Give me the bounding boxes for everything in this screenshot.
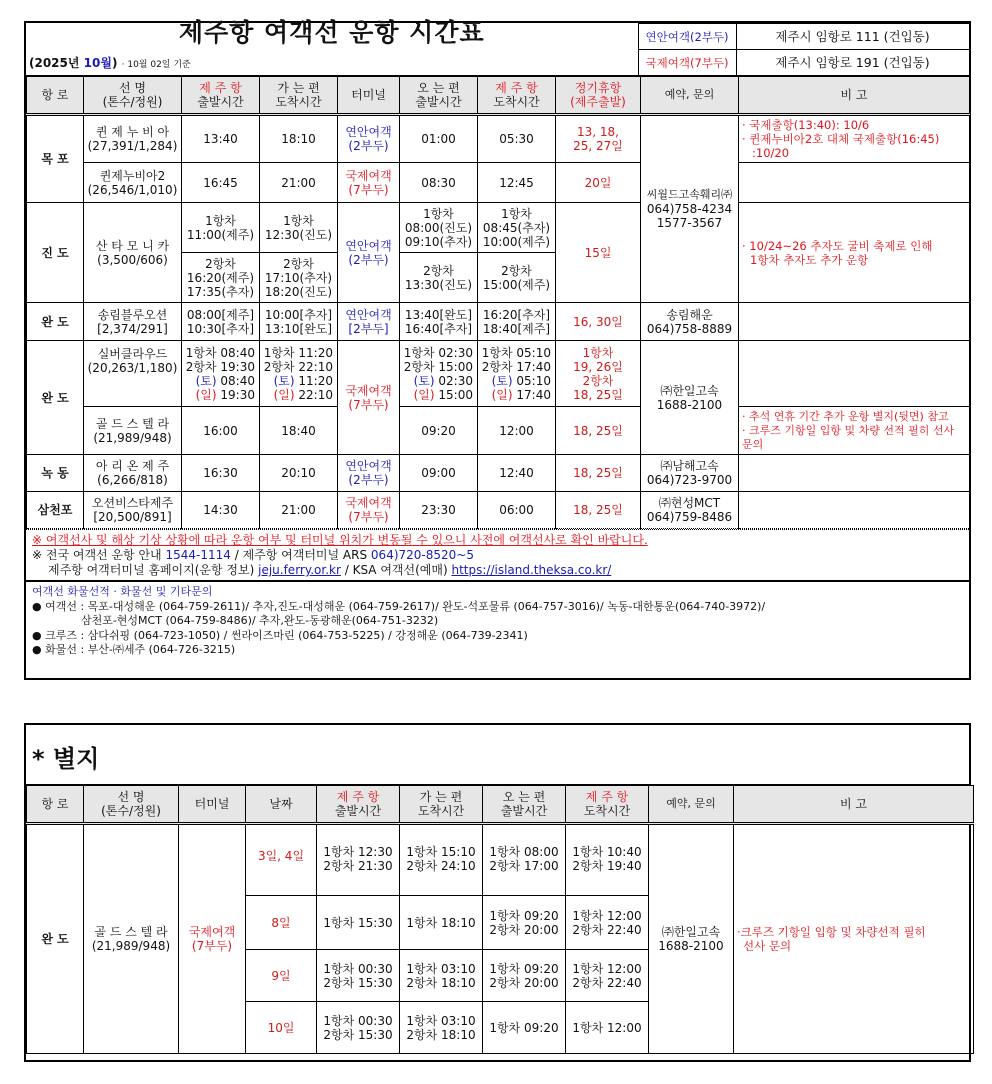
return-arrival-time: 1항차 12:00 2항차 22:40 xyxy=(566,950,649,1002)
column-header-row xyxy=(27,77,970,115)
table-row-samcheonpo xyxy=(27,492,970,529)
departure-time: 16:00 xyxy=(182,407,260,455)
terminal-intl-address: 제주시 임항로 191 (건입동) xyxy=(736,50,969,76)
ars-phone: 064)720-8520~5 xyxy=(370,548,474,562)
main-timetable xyxy=(24,17,971,680)
return-departure-time: 08:30 xyxy=(400,163,478,203)
cargo-line: ● 화물선 : 부산-㈜세주 (064-726-3215) xyxy=(32,643,236,656)
col-return-departure: 오 는 편 출발시간 xyxy=(483,786,566,824)
return-departure-time: 1항차 09:20 2항차 20:00 xyxy=(483,896,566,950)
col-jeju-departure: 제 주 항 출발시간 xyxy=(182,77,260,115)
cargo-line: 삼천포-현성MCT (064-759-8486)/ 추자,완도-동광해운(064-751-3232) xyxy=(32,614,439,627)
return-departure-time: 1항차 09:20 2항차 20:00 xyxy=(483,950,566,1002)
departure-time: 1항차 11:00(제주) xyxy=(182,203,260,253)
route-nokdong: 녹 동 xyxy=(27,455,84,492)
return-departure-time: 1항차 02:30 2항차 15:00 (토) 02:30 (일) 15:00 xyxy=(400,341,478,407)
contact-songrim: 송림해운 064)758-8889 xyxy=(641,303,739,341)
departure-time: 2항차 16:20(제주) 17:35(추자) xyxy=(182,253,260,303)
arrival-time: 21:00 xyxy=(260,492,338,529)
ship-name: 퀸 제 누 비 아 (27,391/1,284) xyxy=(84,115,182,163)
remarks-wando: · 추석 연휴 기간 추가 운항 별지(뒷면) 참고 · 크루즈 기항일 입항 및 차량 선적 필히 선사 문의 xyxy=(739,407,970,455)
date-cell: 9일 xyxy=(246,950,317,1002)
period-month: 10월 xyxy=(83,56,112,70)
terminal-coastal-address: 제주시 임항로 111 (건입동) xyxy=(736,24,969,50)
page-title: 제주항 여객선 운항 시간표 xyxy=(178,17,485,47)
appendix-header-row xyxy=(27,786,974,824)
closed-days: 18, 25일 xyxy=(556,492,641,529)
return-arrival-time: 1항차 12:00 2항차 22:40 xyxy=(566,896,649,950)
departure-time: 13:40 xyxy=(182,115,260,163)
arrival-time: 1항차 12:30(진도) xyxy=(260,203,338,253)
col-route: 항 로 xyxy=(27,77,84,115)
warning-note: ※ 여객선사 및 해상 기상 상황에 따라 운항 여부 및 터미널 위치가 변동될 수 있으니 사전에 여객선사로 확인 바랍니다. xyxy=(32,533,648,547)
table-row-wando-songrim xyxy=(27,303,970,341)
appendix-table xyxy=(26,785,974,1054)
col-route: 항 로 xyxy=(27,786,84,824)
table-row-jindo-1 xyxy=(27,203,970,253)
col-terminal: 터미널 xyxy=(179,786,246,824)
route-samcheonpo: 삼천포 xyxy=(27,492,84,529)
cargo-line: ● 크루즈 : 삼다쉬핑 (064-723-1050) / 썬라이즈마린 (064-753-5225) / 강정해운 (064-739-2341) xyxy=(32,628,528,642)
info-phone: 1544-1114 xyxy=(165,548,231,562)
departure-time: 08:00[제주] 10:30[추자] xyxy=(182,303,260,341)
col-closed-days: 정기휴항 (제주출발) xyxy=(556,77,641,115)
return-departure-time: 09:20 xyxy=(400,407,478,455)
appendix-title: * 별지 xyxy=(26,725,969,785)
arrival-time: 20:10 xyxy=(260,455,338,492)
appendix-timetable xyxy=(24,723,971,1062)
departure-time: 1항차 15:30 xyxy=(317,896,400,950)
terminal-coastal-name: 연안여객(2부두) xyxy=(638,24,736,50)
homepage-link[interactable]: jeju.ferry.or.kr xyxy=(258,563,341,577)
table-row-wando-goldstella xyxy=(27,407,970,455)
remarks-appendix: ·크루즈 기항일 입항 및 차량선적 필히 선사 문의 xyxy=(734,824,974,1054)
contact-seaworld: 씨월드고속훼리㈜ 064)758-4234 1577-3567 xyxy=(641,115,739,303)
ship-name: 오션비스타제주 [20,500/891] xyxy=(84,492,182,529)
col-contact: 예약, 문의 xyxy=(641,77,739,115)
ksa-link[interactable]: https://island.theksa.co.kr/ xyxy=(451,563,612,577)
return-departure-time: 23:30 xyxy=(400,492,478,529)
remarks-empty xyxy=(739,303,970,341)
terminal-label: 국제여객 (7부두) xyxy=(179,824,246,1054)
period-year: (2025년 xyxy=(29,56,84,70)
ship-name: 실버클라우드 (20,263/1,180) xyxy=(84,341,182,407)
remarks-empty xyxy=(739,455,970,492)
table-row-mokpo-2 xyxy=(27,163,970,203)
col-remarks: 비 고 xyxy=(739,77,970,115)
arrival-time: 10:00[추자] 13:10[완도] xyxy=(260,303,338,341)
route-wando: 완 도 xyxy=(27,824,84,1054)
return-departure-time: 1항차 08:00 2항차 17:00 xyxy=(483,824,566,896)
arrival-time: 2항차 17:10(추자) 18:20(진도) xyxy=(260,253,338,303)
arrival-time: 21:00 xyxy=(260,163,338,203)
title-cell xyxy=(26,17,638,76)
closed-days: 18, 25일 xyxy=(556,407,641,455)
terminal-label: 국제여객 (7부두) xyxy=(338,341,400,455)
col-jeju-arrival: 제 주 항 도착시간 xyxy=(478,77,556,115)
remarks-empty xyxy=(739,492,970,529)
notes-section xyxy=(26,529,969,580)
arrival-time: 18:40 xyxy=(260,407,338,455)
arrival-time: 1항차 18:10 xyxy=(400,896,483,950)
ship-name: 산 타 모 니 카 (3,500/606) xyxy=(84,203,182,303)
contact-namhae: ㈜남해고속 064)723-9700 xyxy=(641,455,739,492)
return-arrival-time: 1항차 12:00 xyxy=(566,1002,649,1054)
base-date: · 10월 02일 기준 xyxy=(121,60,191,70)
remarks-empty xyxy=(739,341,970,407)
col-outbound-arrival: 가 는 편 도착시간 xyxy=(260,77,338,115)
contact-hanil: ㈜한일고속 1688-2100 xyxy=(649,824,734,1054)
closed-days: 1항차 19, 26일 2항차 18, 25일 xyxy=(556,341,641,407)
ship-name: 골 드 스 텔 라 (21,989/948) xyxy=(84,407,182,455)
return-departure-time: 13:40[완도] 16:40[추자] xyxy=(400,303,478,341)
arrival-time: 1항차 03:10 2항차 18:10 xyxy=(400,950,483,1002)
terminal-label: 국제여객 (7부두) xyxy=(338,492,400,529)
table-row-wando-silvercloud xyxy=(27,341,970,407)
closed-days: 18, 25일 xyxy=(556,455,641,492)
return-arrival-time: 12:40 xyxy=(478,455,556,492)
remarks-jindo: · 10/24~26 추자도 굴비 축제로 인해 1항차 추자도 추가 운항 xyxy=(739,203,970,303)
contact-hyunsung: ㈜현성MCT 064)759-8486 xyxy=(641,492,739,529)
return-departure-time: 01:00 xyxy=(400,115,478,163)
terminal-label: 연안여객 (2부두) xyxy=(338,455,400,492)
date-cell: 3일, 4일 xyxy=(246,824,317,896)
cargo-line: ● 여객선 : 목포-대성해운 (064-759-2611)/ 추자,진도-대성해운 (064-759-2617)/ 완도-석포물류 (064-757-3016)/ 녹동-대한통운(064-740-3972)/ xyxy=(32,599,766,613)
col-ship: 선 명 (톤수/정원) xyxy=(84,786,179,824)
arrival-time: 1항차 03:10 2항차 18:10 xyxy=(400,1002,483,1054)
table-row-mokpo-1 xyxy=(27,115,970,163)
info-line: ※ 전국 여객선 운항 안내 1544-1114 / 제주항 여객터미널 ARS 064)720-8520~5 xyxy=(32,548,474,562)
period-close: ) xyxy=(111,56,118,70)
appendix-row xyxy=(27,824,974,896)
return-departure-time: 1항차 08:00(진도) 09:10(추자) xyxy=(400,203,478,253)
col-ship: 선 명 (톤수/정원) xyxy=(84,77,182,115)
col-jeju-departure: 제 주 항 출발시간 xyxy=(317,786,400,824)
table-row-nokdong xyxy=(27,455,970,492)
return-arrival-time: 16:20[추자] 18:40[제주] xyxy=(478,303,556,341)
remarks-mokpo: · 국제출항(13:40): 10/6 · 퀸제누비아2호 대체 국제출항(16:45) :10/20 xyxy=(739,115,970,163)
date-cell: 8일 xyxy=(246,896,317,950)
departure-time: 1항차 12:30 2항차 21:30 xyxy=(317,824,400,896)
terminal-label: 연안여객 (2부두) xyxy=(338,203,400,303)
route-jindo: 진 도 xyxy=(27,203,84,303)
ship-name: 아 리 온 제 주 (6,266/818) xyxy=(84,455,182,492)
contact-hanil: ㈜한일고속 1688-2100 xyxy=(641,341,739,455)
date-cell: 10일 xyxy=(246,1002,317,1054)
return-arrival-time: 2항차 15:00(제주) xyxy=(478,253,556,303)
arrival-time: 1항차 15:10 2항차 24:10 xyxy=(400,824,483,896)
arrival-time: 1항차 11:20 2항차 22:10 (토) 11:20 (일) 22:10 xyxy=(260,341,338,407)
closed-days: 16, 30일 xyxy=(556,303,641,341)
return-arrival-time: 1항차 05:10 2항차 17:40 (토) 05:10 (일) 17:40 xyxy=(478,341,556,407)
col-return-departure: 오 는 편 출발시간 xyxy=(400,77,478,115)
cargo-section xyxy=(26,580,969,661)
header-table xyxy=(26,17,970,76)
period-label xyxy=(29,56,191,72)
terminal-label: 연안여객 [2부두] xyxy=(338,303,400,341)
return-arrival-time: 12:45 xyxy=(478,163,556,203)
ship-name: 골 드 스 텔 라 (21,989/948) xyxy=(84,824,179,1054)
terminal-label: 국제여객 (7부두) xyxy=(338,163,400,203)
schedule-table xyxy=(26,76,970,529)
homepage-line: 제주항 여객터미널 홈페이지(운항 정보) jeju.ferry.or.kr / KSA 여객선(예매) https://island.theksa.co.kr/ xyxy=(48,563,612,577)
closed-days: 20일 xyxy=(556,163,641,203)
route-wando: 완 도 xyxy=(27,341,84,455)
col-remarks: 비 고 xyxy=(734,786,974,824)
remarks-empty xyxy=(739,163,970,203)
cargo-title: 여객선 화물선적 · 화물선 및 기타문의 xyxy=(32,585,213,598)
return-departure-time: 09:00 xyxy=(400,455,478,492)
terminal-intl-name: 국제여객(7부두) xyxy=(638,50,736,76)
terminal-label: 연안여객 (2부두) xyxy=(338,115,400,163)
col-jeju-arrival: 제 주 항 도착시간 xyxy=(566,786,649,824)
col-terminal: 터미널 xyxy=(338,77,400,115)
return-arrival-time: 05:30 xyxy=(478,115,556,163)
return-arrival-time: 06:00 xyxy=(478,492,556,529)
return-arrival-time: 1항차 10:40 2항차 19:40 xyxy=(566,824,649,896)
ship-name: 송림블루오션 [2,374/291] xyxy=(84,303,182,341)
closed-days: 15일 xyxy=(556,203,641,303)
arrival-time: 18:10 xyxy=(260,115,338,163)
route-mokpo: 목 포 xyxy=(27,115,84,203)
departure-time: 1항차 08:40 2항차 19:30 (토) 08:40 (일) 19:30 xyxy=(182,341,260,407)
departure-time: 14:30 xyxy=(182,492,260,529)
route-wando: 완 도 xyxy=(27,303,84,341)
return-arrival-time: 1항차 08:45(추자) 10:00(제주) xyxy=(478,203,556,253)
return-arrival-time: 12:00 xyxy=(478,407,556,455)
return-departure-time: 1항차 09:20 xyxy=(483,1002,566,1054)
col-contact: 예약, 문의 xyxy=(649,786,734,824)
departure-time: 16:30 xyxy=(182,455,260,492)
col-outbound-arrival: 가 는 편 도착시간 xyxy=(400,786,483,824)
closed-days: 13, 18, 25, 27일 xyxy=(556,115,641,163)
departure-time: 16:45 xyxy=(182,163,260,203)
departure-time: 1항차 00:30 2항차 15:30 xyxy=(317,950,400,1002)
return-departure-time: 2항차 13:30(진도) xyxy=(400,253,478,303)
col-date: 날짜 xyxy=(246,786,317,824)
departure-time: 1항차 00:30 2항차 15:30 xyxy=(317,1002,400,1054)
ship-name: 퀸제누비아2 (26,546/1,010) xyxy=(84,163,182,203)
